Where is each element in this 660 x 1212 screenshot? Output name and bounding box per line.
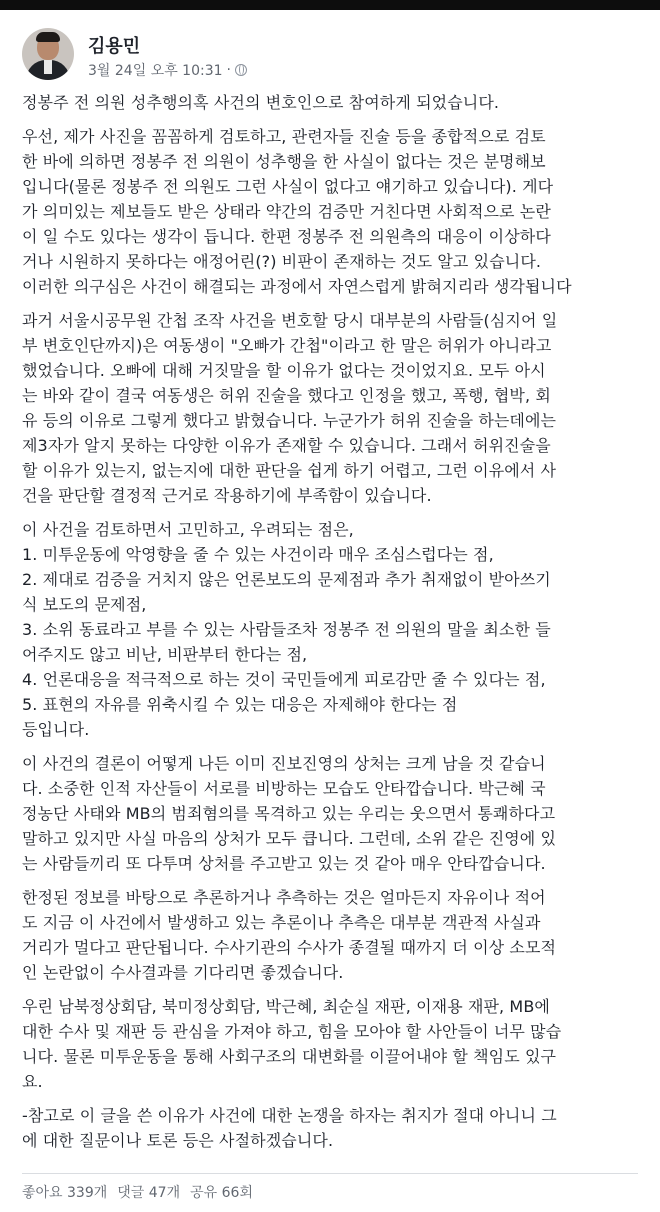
avatar-shirt [44, 60, 52, 74]
post-text-line: 이 사건의 결론이 어떻게 나든 이미 진보진영의 상처는 크게 남을 것 같습니 [22, 754, 546, 773]
post-text-line: 대한 수사 및 재판 등 관심을 가져야 하고, 힘을 모아야 할 사안들이 너무 많습 [22, 1022, 562, 1041]
post-text-line: -참고로 이 글을 쓴 이유가 사건에 대한 논쟁을 하자는 취지가 절대 아니니 그 [22, 1106, 557, 1125]
post-text-line: 말하고 있지만 사실 마음의 상처가 모두 큽니다. 그런데, 소위 같은 진영에 있 [22, 829, 557, 848]
post-text-line: 한 바에 의하면 정봉주 전 의원이 성추행을 한 사실이 없다는 것은 분명해보 [22, 152, 546, 171]
avatar[interactable] [22, 28, 74, 80]
post-text-line: 니다. 물론 미투운동을 통해 사회구조의 대변화를 이끌어내야 할 책임도 있구 [22, 1047, 557, 1066]
comments-count[interactable]: 댓글 47개 [117, 1185, 181, 1201]
post-text-line: 거나 시원하지 못하다는 애정어린(?) 비판이 존재하는 것도 알고 있습니다. [22, 252, 542, 271]
post-text-line: 어주지도 않고 비난, 비판부터 한다는 점, [22, 645, 308, 664]
post-paragraph [22, 90, 638, 115]
likes-count[interactable]: 좋아요 339개 [22, 1185, 108, 1201]
post-text-line: 3. 소위 동료라고 부를 수 있는 사람들조차 정봉주 전 의원의 말을 최소한 들 [22, 620, 551, 639]
stats-divider [22, 1173, 638, 1174]
post-text-line: 식 보도의 문제점, [22, 595, 147, 614]
post-paragraph [22, 517, 638, 742]
shares-count[interactable]: 공유 66회 [190, 1185, 253, 1201]
post-text-line: 정농단 사태와 MB의 범죄혐의를 목격하고 있는 우리는 웃으면서 통쾌하다고 [22, 804, 556, 823]
post-text-line: 제3자가 알지 못하는 다양한 이유가 존재할 수 있습니다. 그래서 허위진술을 [22, 436, 551, 455]
post-text-line: 는 바와 같이 결국 여동생은 허위 진술을 했다고 인정을 했고, 폭행, 협박, 회 [22, 386, 551, 405]
post-paragraph [22, 1103, 638, 1153]
post-text-line: 등입니다. [22, 720, 90, 739]
post-text-line: 부 변호인단까지)은 여동생이 "오빠가 간첩"이라고 한 말은 허위가 아니라고 [22, 336, 552, 355]
post-timestamp[interactable]: 3월 24일 오후 10:31 [88, 63, 223, 79]
post-text-line: 했었습니다. 오빠에 대해 거짓말을 할 이유가 없다는 것이었지요. 모두 아시 [22, 361, 546, 380]
post-text-line: 우선, 제가 사진을 꼼꼼하게 검토하고, 관련자들 진술 등을 종합적으로 검토 [22, 127, 546, 146]
post-text-line: 거리가 멀다고 판단됩니다. 수사기관의 수사가 종결될 때까지 더 이상 소모적 [22, 938, 557, 957]
post-body [22, 90, 638, 1162]
post-text-line: 이 일 수도 있다는 생각이 듭니다. 한편 정봉주 전 의원측의 대응이 이상하다 [22, 227, 551, 246]
post-text-line: 2. 제대로 검증을 거치지 않은 언론보도의 문제점과 추가 취재없이 받아쓰기 [22, 570, 551, 589]
meta-separator: · [226, 62, 231, 78]
post-text-line: 과거 서울시공무원 간첩 조작 사건을 변호할 당시 대부분의 사람들(심지어 일 [22, 311, 558, 330]
post-text-line: 에 대한 질문이나 토론 등은 사절하겠습니다. [22, 1131, 334, 1150]
post-text-line: 이 사건을 검토하면서 고민하고, 우려되는 점은, [22, 520, 354, 539]
author-name[interactable]: 김용민 [88, 36, 141, 57]
post-text-line: 유 등의 이유로 그렇게 했다고 밝혔습니다. 누군가가 허위 진술을 하는데에는 [22, 411, 557, 430]
top-status-bar [0, 0, 660, 10]
post-text-line: 이러한 의구심은 사건이 해결되는 과정에서 자연스럽게 밝혀지리라 생각됩니다 [22, 277, 572, 296]
post-paragraph [22, 994, 638, 1094]
post-text-line: 5. 표현의 자유를 위축시킬 수 있는 대응은 자제해야 한다는 점 [22, 695, 458, 714]
post-text-line: 정봉주 전 의원 성추행의혹 사건의 변호인으로 참여하게 되었습니다. [22, 93, 500, 112]
post-text-line: 1. 미투운동에 악영향을 줄 수 있는 사건이라 매우 조심스럽다는 점, [22, 545, 494, 564]
post-text-line: 가 의미있는 제보들도 받은 상태라 약간의 검증만 거친다면 사회적으로 논란 [22, 202, 551, 221]
avatar-hair [36, 32, 60, 42]
post-meta [88, 60, 247, 80]
post-text-line: 입니다(물론 정봉주 전 의원도 그런 사실이 없다고 얘기하고 있습니다). 게다 [22, 177, 554, 196]
post-paragraph [22, 124, 638, 299]
post-stats [22, 1182, 253, 1204]
post-text-line: 는 사람들끼리 또 다투며 상처를 주고받고 있는 것 같아 매우 안타깝습니다. [22, 854, 546, 873]
post-paragraph [22, 308, 638, 508]
post-text-line: 4. 언론대응을 적극적으로 하는 것이 국민들에게 피로감만 줄 수 있다는 점, [22, 670, 546, 689]
globe-icon[interactable] [235, 64, 247, 76]
post-paragraph [22, 751, 638, 876]
post-header [22, 28, 622, 88]
post-text-line: 도 지금 이 사건에서 발생하고 있는 추론이나 추측은 대부분 객관적 사실과 [22, 913, 541, 932]
post-text-line: 다. 소중한 인적 자산들이 서로를 비방하는 모습도 안타깝습니다. 박근혜 국 [22, 779, 546, 798]
post-paragraph [22, 885, 638, 985]
post-text-line: 인 논란없이 수사결과를 기다리면 좋겠습니다. [22, 963, 344, 982]
post-card [0, 10, 660, 1212]
post-text-line: 요. [22, 1072, 43, 1091]
post-text-line: 우린 남북정상회담, 북미정상회담, 박근혜, 최순실 재판, 이재용 재판, MB에 [22, 997, 550, 1016]
post-text-line: 한정된 정보를 바탕으로 추론하거나 추측하는 것은 얼마든지 자유이나 적어 [22, 888, 546, 907]
post-text-line: 할 이유가 있는지, 없는지에 대한 판단을 쉽게 하기 어렵고, 그런 이유에서 사 [22, 461, 557, 480]
post-text-line: 건을 판단할 결정적 근거로 작용하기에 부족함이 있습니다. [22, 486, 432, 505]
